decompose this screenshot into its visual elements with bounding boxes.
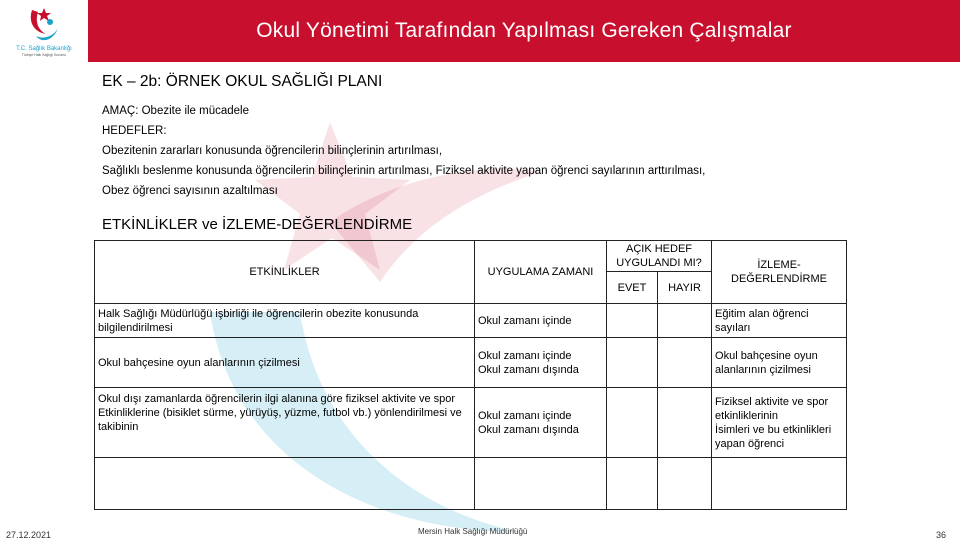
monitoring-cell: Eğitim alan öğrenci sayıları <box>712 304 847 338</box>
no-cell <box>658 388 712 458</box>
monitoring-cell: Okul bahçesine oyun alanlarının çizilmesi <box>712 338 847 388</box>
time-cell: Okul zamanı içinde Okul zamanı dışında <box>475 388 607 458</box>
time-cell: Okul zamanı içinde <box>475 304 607 338</box>
monitoring-cell <box>712 458 847 510</box>
no-cell <box>658 304 712 338</box>
yes-cell <box>607 338 658 388</box>
activity-cell: Okul bahçesine oyun alanlarının çizilmesi <box>95 338 475 388</box>
activity-cell: Halk Sağlığı Müdürlüğü işbirliği ile öğrencilerin obezite konusunda bilgilendirilmesi <box>95 304 475 338</box>
header-bar <box>0 0 960 62</box>
table-row <box>95 388 847 458</box>
footer-date: 27.12.2021 <box>6 530 52 540</box>
yes-cell <box>607 388 658 458</box>
page-title: Okul Yönetimi Tarafından Yapılması Gereken Çalışmalar <box>256 19 792 42</box>
activity-plan-table <box>94 240 847 510</box>
goal-3: Obez öğrenci sayısının azaltılması <box>102 185 278 197</box>
time-cell: Okul zamanı içinde Okul zamanı dışında <box>475 338 607 388</box>
aim-text: AMAÇ: Obezite ile mücadele <box>102 105 250 117</box>
table-row <box>95 338 847 388</box>
no-cell <box>658 338 712 388</box>
plan-title: EK – 2b: ÖRNEK OKUL SAĞLIĞI PLANI <box>102 73 383 90</box>
header-application-time: UYGULAMA ZAMANI <box>475 241 607 304</box>
svg-text:Türkiye Halk Sağlığı Kurumu: Türkiye Halk Sağlığı Kurumu <box>21 53 67 57</box>
goal-2: Sağlıklı beslenme konusunda öğrencilerin bilinçlerinin artırılması, Fiziksel aktivite yapan öğrenci sayılarının arttırılması, <box>102 165 706 177</box>
yes-cell <box>607 458 658 510</box>
time-cell <box>475 458 607 510</box>
plan-description <box>102 101 705 201</box>
page-number: 36 <box>936 530 947 540</box>
no-cell <box>658 458 712 510</box>
header-monitoring: İZLEME-DEĞERLENDİRME <box>712 241 847 304</box>
svg-text:T.C. Sağlık Bakanlığı: T.C. Sağlık Bakanlığı <box>16 46 72 52</box>
table-row-empty <box>95 458 847 510</box>
footer-organization: Mersin Halk Sağlığı Müdürlüğü <box>418 527 528 536</box>
activity-cell <box>95 458 475 510</box>
header-yes: EVET <box>607 272 658 304</box>
ministry-logo-icon <box>0 0 88 62</box>
activity-cell: Okul dışı zamanlarda öğrencilerin ilgi alanına göre fiziksel aktivite ve spor Etkinliklerine (bisiklet sürme, yürüyüş, yüzme, futbol vb.) yönlendirilmesi ve takibinin <box>95 388 475 458</box>
goals-label: HEDEFLER: <box>102 125 167 137</box>
header-target-applied: AÇIK HEDEF UYGULANDI MI? <box>607 241 712 272</box>
header-activities: ETKİNLİKLER <box>95 241 475 304</box>
table-row <box>95 304 847 338</box>
header-no: HAYIR <box>658 272 712 304</box>
monitoring-cell: Fiziksel aktivite ve spor etkinliklerinin İsimleri ve bu etkinlikleri yapan öğrenci <box>712 388 847 458</box>
yes-cell <box>607 304 658 338</box>
goal-1: Obezitenin zararları konusunda öğrencilerin bilinçlerinin artırılması, <box>102 145 443 157</box>
section-title: ETKİNLİKLER ve İZLEME-DEĞERLENDİRME <box>102 216 413 233</box>
ministry-logo <box>0 0 88 62</box>
